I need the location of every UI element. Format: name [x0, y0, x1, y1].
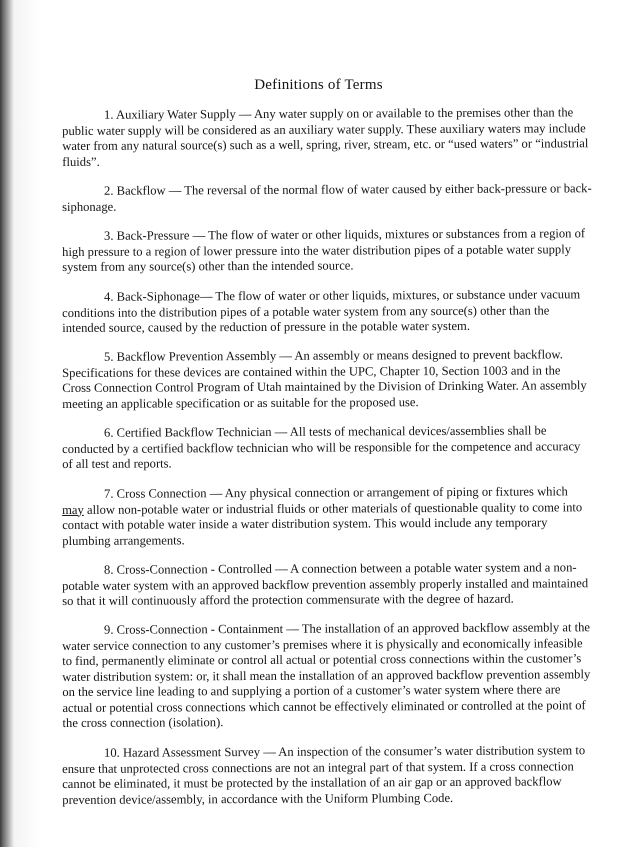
definition-text: The reversal of the normal flow of water caused by either back-pressure or back-siphonage. — [62, 181, 592, 214]
definition-5: 5. Backflow Prevention Assembly — An assembly or means designed to prevent backflow. Specifications for these devices are contained within the UPC, Chapter 10, Section 1003 and in the Cross Connection Control Program of Utah maintained by the Division of Drinking Water. An assembly meeting an applicable specification or as suitable for the proposed use. — [62, 347, 587, 411]
definition-term: Backflow Prevention Assembly — [116, 348, 277, 364]
definition-3: 3. Back-Pressure — The flow of water or other liquids, mixtures or substances from a region of high pressure to a region of lower pressure into the water distribution pipes of a potable water supply system from any source(s) other than the intended source. — [62, 226, 586, 274]
definition-term: Back-Pressure — [116, 228, 190, 243]
definition-7: 7. Cross Connection — Any physical connection or arrangement of piping or fixtures which may allow non-potable water or industrial fluids or other materials of questionable quality to come into contact with potable water inside a water distribution system. This would include any temporary plumbing arrangements. — [62, 483, 583, 547]
definition-term: Auxiliary Water Supply — [115, 107, 236, 122]
definition-term: Backflow — [116, 183, 166, 198]
definitions-list — [62, 105, 592, 822]
definition-6: 6. Certified Backflow Technician — All tests of mechanical devices/assemblies shall be conducted by a certified backflow technician who will be responsible for the competence and accuracy of all test and reports. — [62, 423, 581, 471]
definition-4: 4. Back-Siphonage— The flow of water or other liquids, mixtures, or substance under vacuum conditions into the distribution pipes of a potable water system from any source(s) other than the intended source, caused by the reduction of pressure in the potable water system. — [62, 286, 581, 335]
definition-text: Any physical connection or arrangement of piping or fixtures which — [224, 483, 568, 500]
definition-text: The installation of an approved backflow assembly at the water service connection to any customer’s premises where it is physically and economically infeasible to find, permanently eliminate or control all actual or potential cross connections within the customer’s water distribution system: or, it shall mean the installation of an approved backflow prevention assembly on the service line leading to and supplying a portion of a customer’s water system where there are actual or potential cross connections which cannot be effectively eliminated or controlled at the point of the cross connection (isolation). — [62, 620, 591, 730]
definition-term: Cross-Connection - Containment — [116, 621, 284, 637]
definition-2: 2. Backflow — The reversal of the normal flow of water caused by either back-pressure or back-siphonage. — [62, 181, 592, 214]
definition-1: 1. Auxiliary Water Supply — Any water supply on or available to the premises other than the public water supply will be considered as an auxiliary water supply. These auxiliary waters may include water from any natural source(s) such as a well, spring, river, stream, etc. or “used waters” or “industrial fluids”. — [62, 105, 589, 169]
definition-text: A connection between a potable water system and a non-potable water system with an approved backflow prevention assembly properly installed and maintained so that it will continuously afford the protection commensurate with the degree of hazard. — [62, 559, 589, 608]
definition-term: Cross Connection — [116, 485, 207, 501]
definition-text: The flow of water or other liquids, mixtures, or substance under vacuum conditions into the distribution pipes of a potable water system from any source(s) other than the intended source, caused by the reduction of pressure in the potable water system. — [62, 286, 581, 335]
definition-text: An inspection of the consumer’s water distribution system to ensure that unprotected cross connections are not an integral part of that system. If a cross connection cannot be eliminated, it must be protected by the installation of an air gap or an approved backflow prevention device/assembly, in accordance with the Uniform Plumbing Code. — [62, 742, 586, 806]
definition-term: Back-Siphonage — [116, 288, 200, 304]
definition-9: 9. Cross-Connection - Containment — The installation of an approved backflow assembly at the water service connection to any customer’s premises where it is physically and economically infeasible to find, permanently eliminate or control all actual or potential cross connections within the customer’s water distribution system: or, it shall mean the installation of an approved backflow prevention assembly on the service line leading to and supplying a portion of a customer’s water system where there are actual or potential cross connections which cannot be effectively eliminated or controlled at the point of the cross connection (isolation). — [62, 620, 591, 730]
definition-term: Hazard Assessment Survey — [122, 744, 261, 760]
definition-text: Any water supply on or available to the premises other than the public water supply will be considered as an auxiliary water supply. These auxiliary waters may include water from any natural source(s) such as a well, spring, river, stream, etc. or “used waters” or “industrial fluids”. — [62, 105, 589, 169]
definition-text: An assembly or means designed to prevent backflow. Specifications for these devices are contained within the UPC, Chapter 10, Section 1003 and in the Cross Connection Control Program of Utah maintained by the Division of Drinking Water. An assembly meeting an applicable specification or as suitable for the proposed use. — [62, 347, 587, 411]
definition-10: 10. Hazard Assessment Survey — An inspection of the consumer’s water distribution system to ensure that unprotected cross connections are not an integral part of that system. If a cross connection cannot be eliminated, it must be protected by the installation of an air gap or an approved backflow prevention device/assembly, in accordance with the Uniform Plumbing Code. — [62, 742, 586, 806]
definition-term: Cross-Connection - Controlled — [116, 561, 272, 577]
definition-8: 8. Cross-Connection - Controlled — A connection between a potable water system and a non-potable water system with an approved backflow prevention assembly properly installed and maintained so that it will continuously afford the protection commensurate with the degree of hazard. — [62, 559, 589, 608]
definition-text: The flow of water or other liquids, mixtures or substances from a region of high pressure to a region of lower pressure into the water distribution pipes of a potable water supply system from any source(s) other than the intended source. — [62, 226, 586, 274]
definition-text-cont: allow non-potable water or industrial fluids or other materials of questionable quality to come into contact with potable water inside a water distribution system. This would include any temporary plumbing arrangements. — [62, 499, 583, 547]
page-title: Definitions of Terms — [254, 77, 383, 93]
definition-text: All tests of mechanical devices/assemblies shall be conducted by a certified backflow technician who will be responsible for the competence and accuracy of all test and reports. — [62, 423, 581, 471]
definition-term: Certified Backflow Technician — [116, 424, 272, 440]
emphasized-word: may — [62, 501, 84, 516]
